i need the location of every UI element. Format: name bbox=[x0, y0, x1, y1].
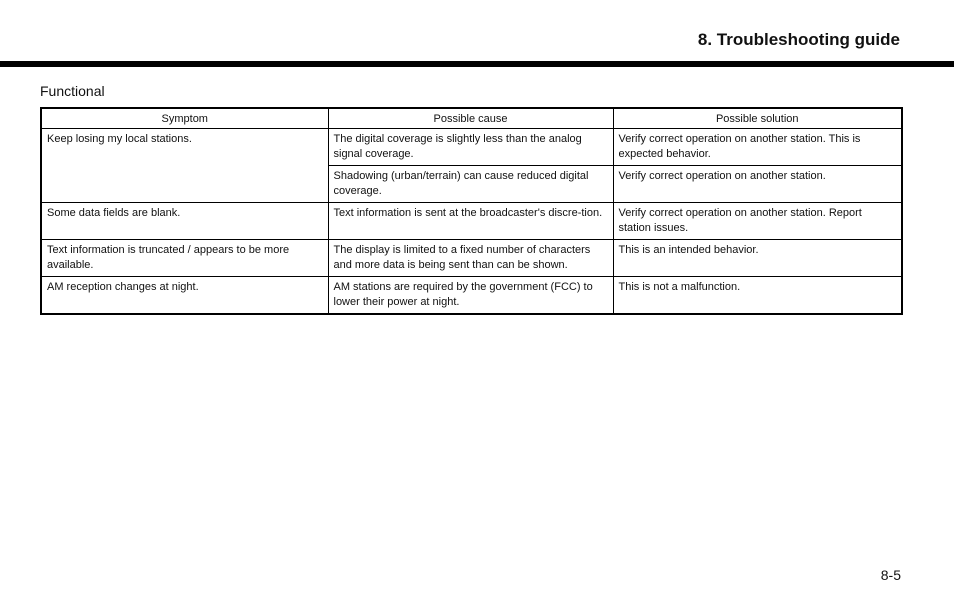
symptom-cell: Some data fields are blank. bbox=[41, 203, 328, 240]
cause-cell: The digital coverage is slightly less than the analog signal coverage. bbox=[328, 129, 613, 166]
header-rule bbox=[0, 61, 954, 67]
table-row bbox=[41, 203, 902, 240]
section-title: Functional bbox=[40, 83, 105, 99]
solution-cell: Verify correct operation on another station. This is expected behavior. bbox=[613, 129, 902, 166]
solution-cell: Verify correct operation on another station. Report station issues. bbox=[613, 203, 902, 240]
troubleshooting-table bbox=[40, 107, 903, 315]
solution-cell: Verify correct operation on another station. bbox=[613, 166, 902, 203]
column-header-symptom: Symptom bbox=[41, 108, 328, 129]
table-row bbox=[41, 240, 902, 277]
table-row bbox=[41, 277, 902, 315]
page-header-title: 8. Troubleshooting guide bbox=[697, 30, 900, 49]
column-header-possible-solution: Possible solution bbox=[613, 108, 902, 129]
symptom-cell: Text information is truncated / appears to be more available. bbox=[41, 240, 328, 277]
cause-cell: The display is limited to a fixed number of characters and more data is being sent than can be shown. bbox=[328, 240, 613, 277]
symptom-cell: AM reception changes at night. bbox=[41, 277, 328, 315]
table-row bbox=[41, 129, 902, 166]
cause-cell: Text information is sent at the broadcaster's discre-tion. bbox=[328, 203, 613, 240]
symptom-cell: Keep losing my local stations. bbox=[41, 129, 328, 203]
page-number: 8-5 bbox=[880, 567, 901, 583]
solution-cell: This is an intended behavior. bbox=[613, 240, 902, 277]
table-header-row bbox=[41, 108, 902, 129]
column-header-possible-cause: Possible cause bbox=[328, 108, 613, 129]
cause-cell: Shadowing (urban/terrain) can cause reduced digital coverage. bbox=[328, 166, 613, 203]
solution-cell: This is not a malfunction. bbox=[613, 277, 902, 315]
cause-cell: AM stations are required by the government (FCC) to lower their power at night. bbox=[328, 277, 613, 315]
